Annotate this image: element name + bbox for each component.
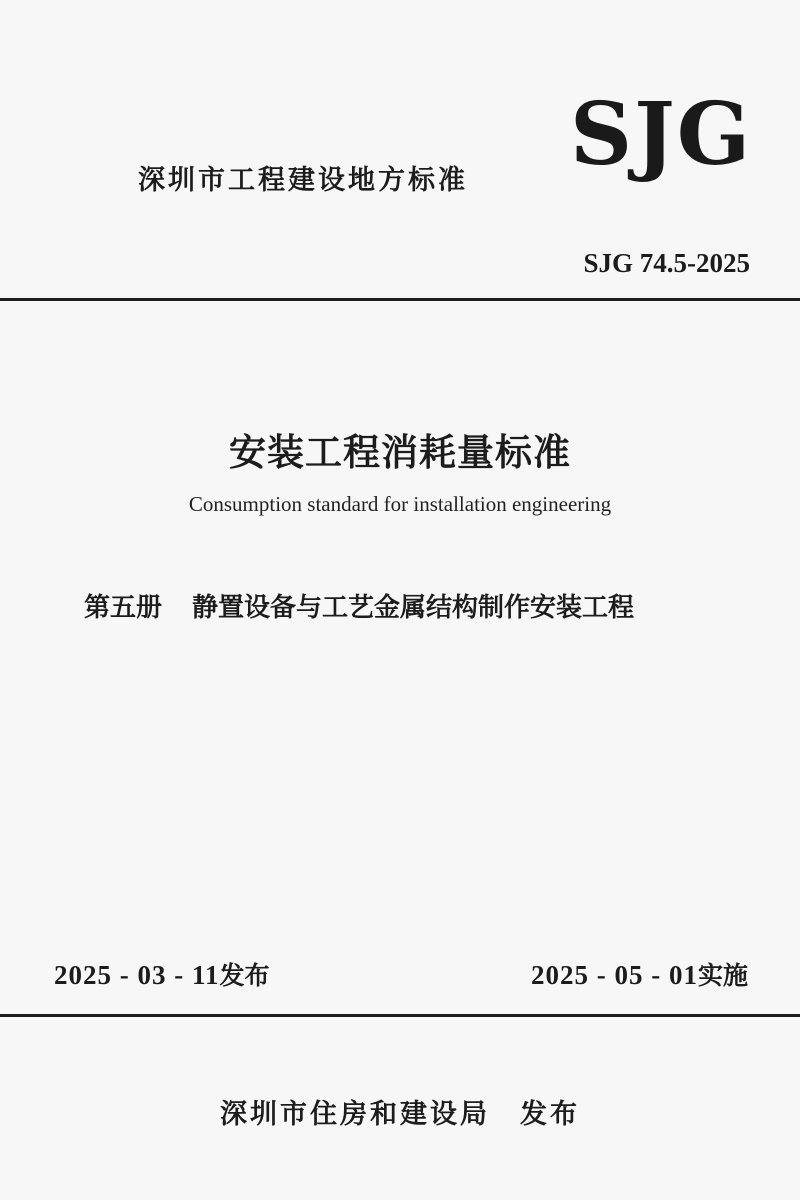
top-divider	[0, 298, 800, 301]
implement-date-value: 2025 - 05 - 01	[531, 960, 698, 990]
sjg-logo: SJG	[570, 84, 753, 185]
publish-date	[54, 956, 270, 992]
volume-title	[84, 587, 634, 624]
title-english: Consumption standard for installation engineering	[188, 492, 612, 516]
implement-label: 实施	[697, 961, 748, 990]
title-chinese: 安装工程消耗量标准	[229, 431, 571, 474]
bottom-divider	[0, 1014, 800, 1017]
publish-label: 发布	[219, 961, 270, 990]
volume-number: 第五册	[84, 593, 163, 623]
volume-name: 静置设备与工艺金属结构制作安装工程	[192, 593, 635, 623]
implement-date	[531, 956, 748, 992]
publisher-action: 发布	[520, 1099, 580, 1130]
publisher	[0, 1092, 800, 1131]
series-name: 深圳市工程建设地方标准	[138, 165, 468, 196]
publisher-org: 深圳市住房和建设局	[220, 1099, 490, 1130]
publish-date-value: 2025 - 03 - 11	[54, 960, 220, 990]
standard-code: SJG 74.5-2025	[583, 248, 750, 278]
